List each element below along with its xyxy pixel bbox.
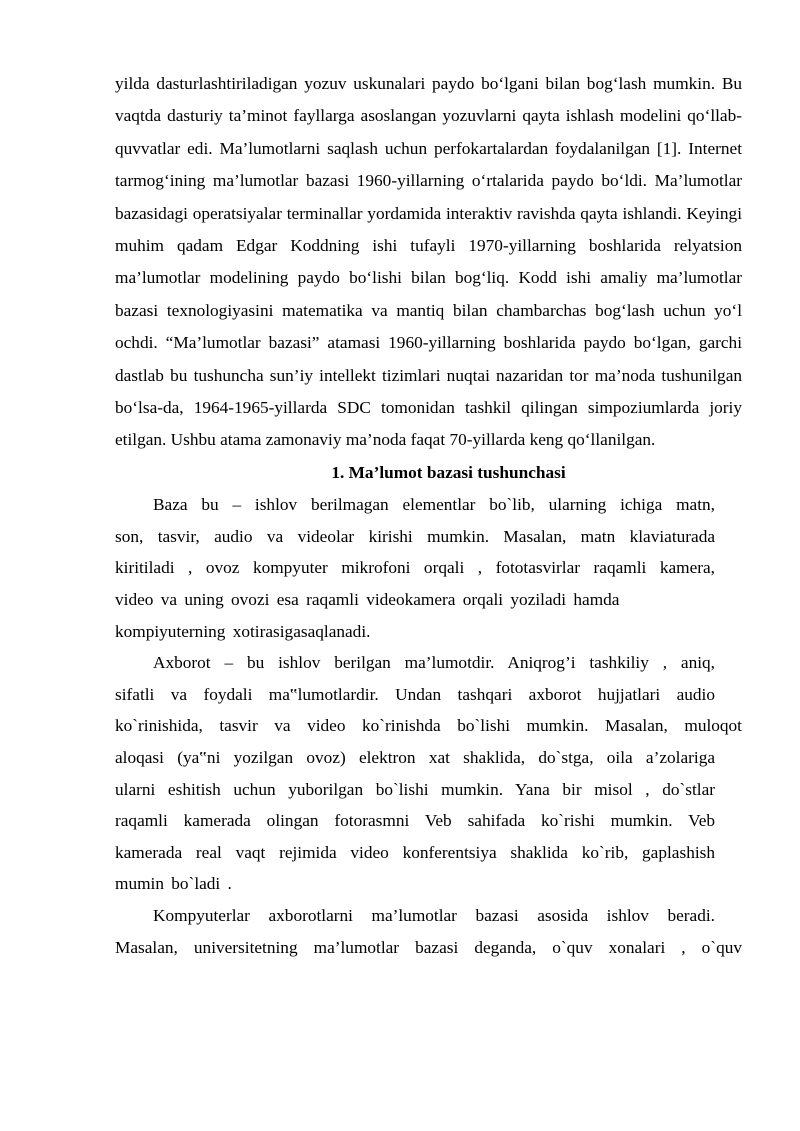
paragraph-line: kiritiladi , ovoz kompyuter mikrofoni orqali , fototasvirlar raqamli kamera, (115, 558, 715, 578)
paragraph-line: mumin bo`ladi . (115, 874, 232, 894)
paragraph-line: Kompyuterlar axborotlarni ma’lumotlar bazasi asosida ishlov beradi. (153, 906, 715, 925)
paragraph-line: ko`rinishida, tasvir va video ko`rinishda bo`lishi mumkin. Masalan, muloqot (115, 716, 742, 736)
kompyuter-paragraph (115, 900, 742, 963)
paragraph-line: kompiyuterning xotirasigasaqlanadi. (115, 621, 371, 641)
paragraph-line: Axborot – bu ishlov berilgan ma’lumotdir. Aniqrog’i tashkiliy , aniq, (153, 653, 715, 673)
paragraph-line: aloqasi (ya‟ni yozilgan ovoz) elektron xat shaklida, do`stga, oila a’zolariga (115, 748, 715, 768)
intro-paragraph: yilda dasturlashtiriladigan yozuv uskunalari paydo bo‘lgani bilan bog‘lash mumkin. Bu vaqtda dasturiy ta’minot fayllarga asoslangan yozuvlarni qayta ishlash modelini qo‘llab-quvvatlar edi. Ma’lumotlarni saqlash uchun perfokartalardan foydalanilgan [1]. Internet tarmog‘ining ma’lumotlar bazasi 1960-yillarning o‘rtalarida paydo bo‘ldi. Ma’lumotlar bazasidagi operatsiyalar terminallar yordamida interaktiv ravishda qayta ishlandi. Keyingi muhim qadam Edgar Koddning ishi tufayli 1970-yillarning boshlarida relyatsion ma’lumotlar modelining paydo bo‘lishi bilan bog‘liq. Kodd ishi amaliy ma’lumotlar bazasi texnologiyasini matematika va mantiq bilan chambarchas bog‘lash uchun yo‘l ochdi. “Ma’lumotlar bazasi” atamasi 1960-yillarning boshlarida paydo bo‘lgan, garchi dastlab bu tushuncha sun’iy intellekt tizimlari nuqtai nazaridan tor ma’noda tushunilgan bo‘lsa-da, 1964-1965-yillarda SDC tomonidan tashkil qilingan simpoziumlarda joriy etilgan. Ushbu atama zamonaviy ma’noda faqat 70-yillarda keng qo‘llanilgan. (115, 74, 742, 450)
paragraph-line: Baza bu – ishlov berilmagan elementlar bo`lib, ularning ichiga matn, (153, 495, 715, 515)
paragraph-line: ularni eshitish uchun yuborilgan bo`lishi mumkin. Yana bir misol , do`stlar (115, 779, 715, 799)
paragraph-line: Masalan, universitetning ma’lumotlar bazasi deganda, o`quv xonalari , o`quv (115, 937, 742, 957)
section-heading: 1. Ma’lumot bazasi tushunchasi (331, 462, 566, 482)
axborot-paragraph (115, 647, 742, 900)
paragraph-line: son, tasvir, audio va videolar kirishi mumkin. Masalan, matn klaviaturada (115, 526, 715, 546)
baza-paragraph (115, 489, 742, 647)
paragraph-line: sifatli va foydali ma‟lumotlardir. Undan tashqari axborot hujjatlari audio (115, 684, 715, 704)
paragraph-line: video va uning ovozi esa raqamli videokamera orqali yoziladi hamda (115, 590, 620, 610)
paragraph-line: raqamli kamerada olingan fotorasmni Veb sahifada ko`rishi mumkin. Veb (115, 811, 715, 831)
paragraph-line: kamerada real vaqt rejimida video konferentsiya shaklida ko`rib, gaplashish (115, 842, 715, 862)
document-page (115, 68, 742, 963)
